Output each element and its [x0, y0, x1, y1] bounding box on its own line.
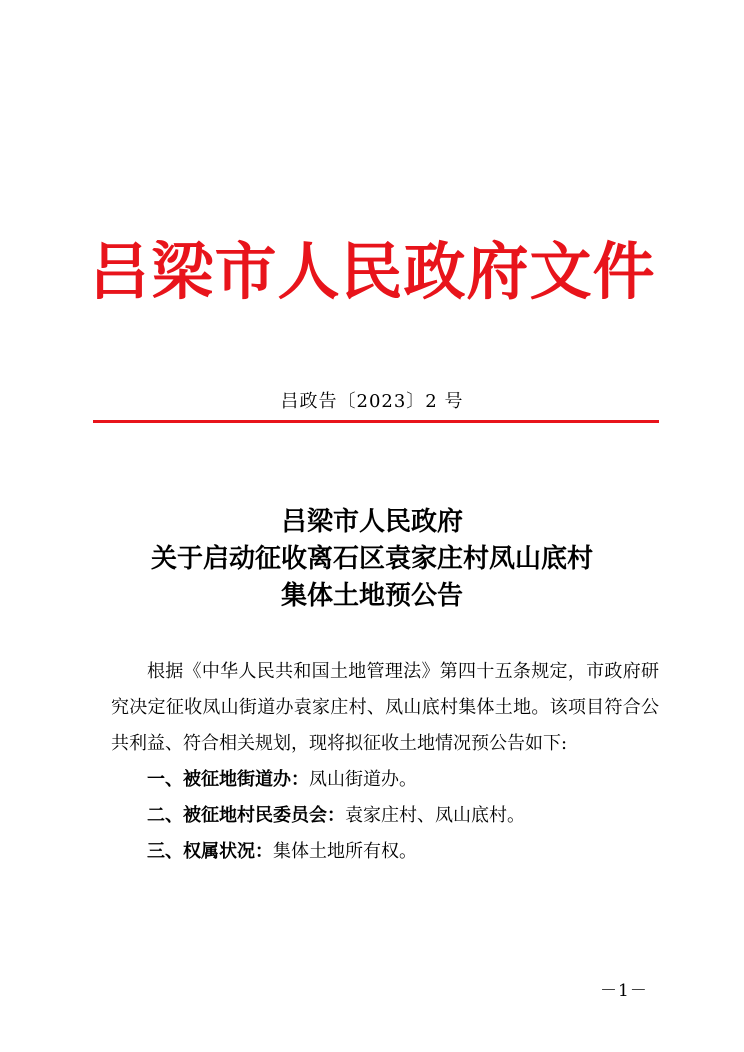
intro-paragraph: 根据《中华人民共和国土地管理法》第四十五条规定，市政府研究决定征收凤山街道办袁家庄村、凤山底村集体土地。该项目符合公共利益、符合相关规划，现将拟征收土地情况预公告如下: [111, 661, 659, 754]
title-line-subject: 关于启动征收离石区袁家庄村凤山底村 [150, 544, 593, 574]
list-item-subdistrict [111, 762, 659, 798]
list-item-head: 二、被征地村民委员会： [147, 805, 345, 826]
red-separator-line [93, 420, 659, 423]
list-item-text: 袁家庄村、凤山底村。 [345, 805, 525, 826]
announcement-body [111, 654, 659, 870]
list-item-village-committee [111, 798, 659, 834]
list-item-ownership [111, 834, 659, 870]
list-item-head: 一、被征地街道办： [147, 769, 309, 790]
list-item-head: 三、权属状况： [147, 841, 273, 862]
page-number: －1－ [600, 981, 648, 1001]
document-masthead: 吕梁市人民政府文件 [88, 235, 656, 308]
list-item-text: 凤山街道办。 [309, 769, 417, 790]
list-item-text: 集体土地所有权。 [273, 841, 417, 862]
document-number: 吕政告〔2023〕2 号 [280, 391, 464, 412]
title-line-type: 集体土地预公告 [280, 581, 463, 611]
title-line-issuer: 吕梁市人民政府 [280, 507, 463, 537]
announcement-title [0, 504, 744, 615]
